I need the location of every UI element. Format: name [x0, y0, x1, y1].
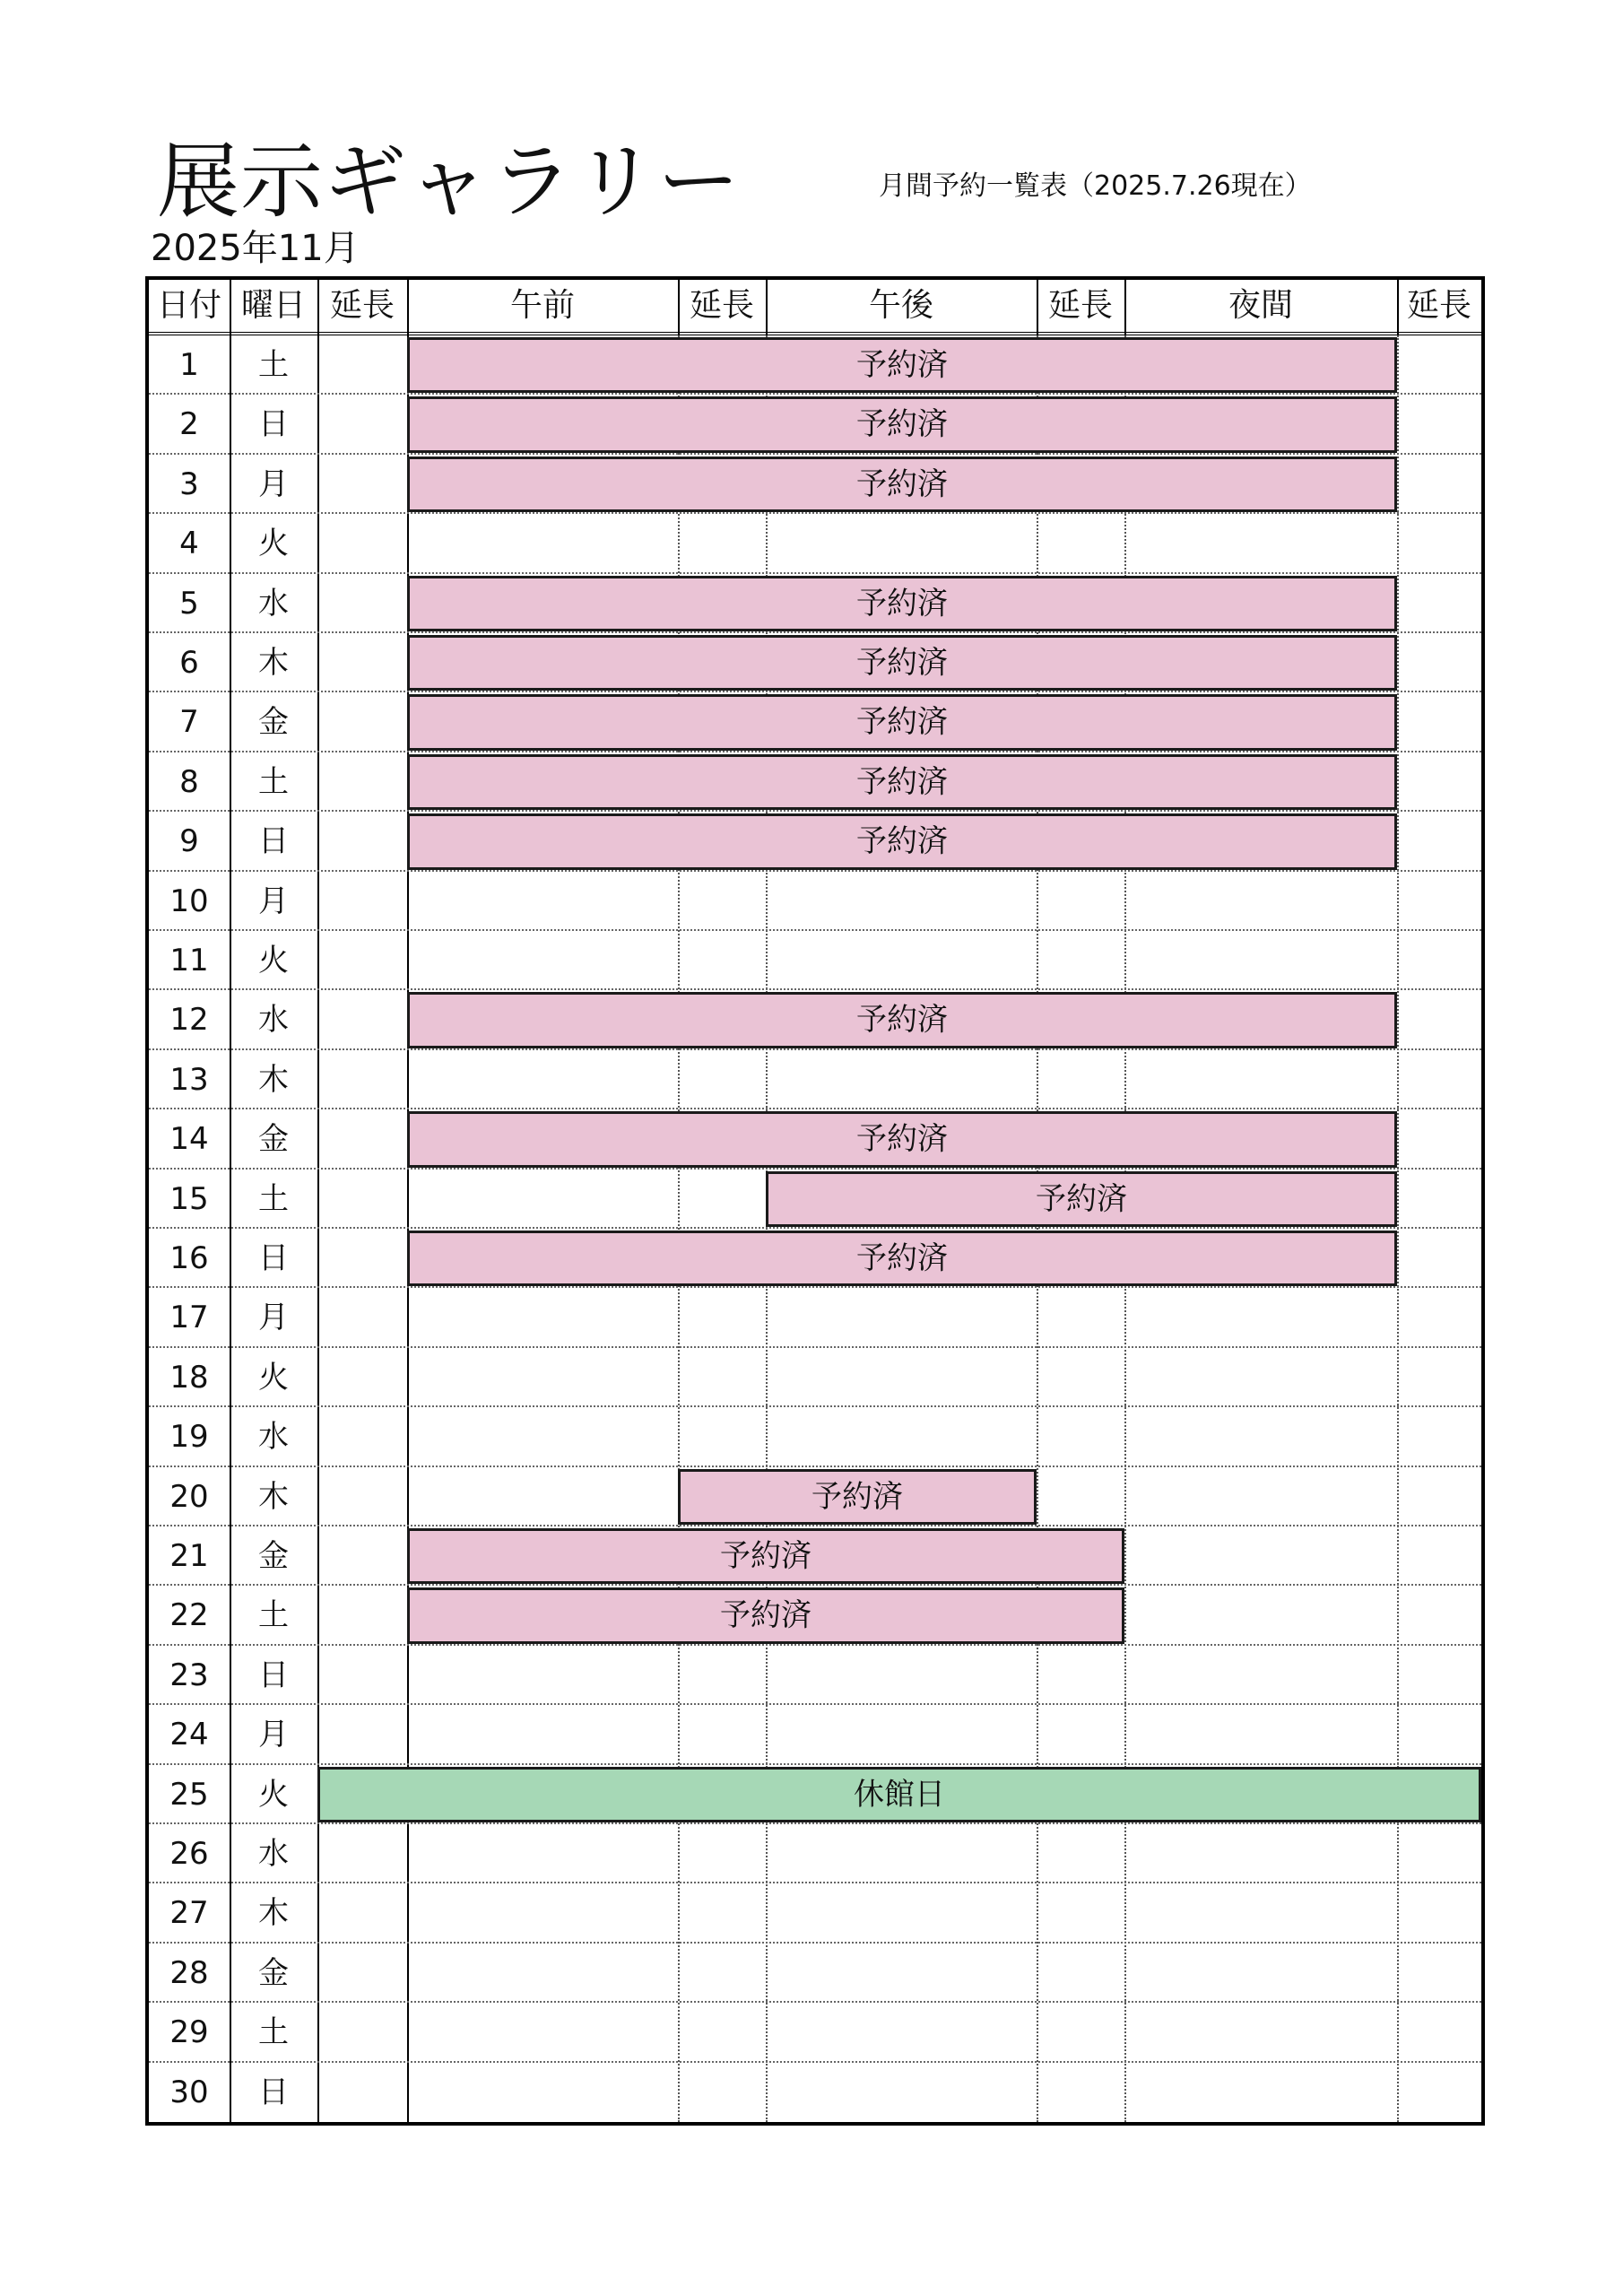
day-cell: 27: [169, 1895, 209, 1932]
day-cell: 22: [169, 1597, 209, 1634]
day-cell: 20: [169, 1478, 209, 1515]
reserved-bar: 予約済: [407, 576, 1397, 631]
table-row: [149, 1646, 1481, 1705]
reserved-bar: 予約済: [407, 396, 1397, 452]
header-divider: [1397, 280, 1399, 335]
table-row: [149, 1824, 1481, 1883]
header-morning: 午前: [509, 287, 575, 324]
header-afternoon: 午後: [868, 287, 933, 324]
day-cell: 21: [169, 1538, 209, 1574]
weekday-cell: 月: [258, 465, 289, 502]
day-cell: 23: [169, 1657, 209, 1693]
day-cell: 3: [179, 465, 199, 502]
reserved-bar: 予約済: [407, 1587, 1124, 1643]
reserved-bar: 予約済: [678, 1469, 1037, 1525]
weekday-cell: 金: [258, 1954, 289, 1991]
table-row: [149, 2003, 1481, 2062]
reserved-bar: 予約済: [407, 457, 1397, 512]
table-row: [149, 872, 1481, 931]
day-cell: 11: [169, 943, 209, 978]
day-cell: 8: [179, 763, 199, 800]
weekday-cell: 水: [258, 1002, 289, 1039]
weekday-cell: 木: [258, 1061, 289, 1098]
day-cell: 9: [179, 823, 199, 860]
header-night: 夜間: [1228, 287, 1293, 324]
table-header: [149, 280, 1481, 335]
day-cell: 29: [169, 2014, 209, 2051]
day-cell: 5: [179, 585, 199, 622]
table-row: [149, 574, 1481, 633]
weekday-cell: 月: [258, 1300, 289, 1336]
weekday-cell: 土: [258, 763, 289, 800]
reserved-bar: 予約済: [407, 694, 1397, 750]
table-row: [149, 335, 1481, 395]
table-row: [149, 1288, 1481, 1347]
reservation-table: [145, 276, 1485, 2126]
reserved-bar: 予約済: [407, 1528, 1124, 1584]
day-cell: 28: [169, 1954, 209, 1991]
weekday-cell: 日: [258, 406, 289, 443]
weekday-cell: 木: [258, 1895, 289, 1932]
day-cell: 25: [169, 1776, 209, 1813]
day-cell: 16: [169, 1240, 209, 1276]
weekday-cell: 日: [258, 1240, 289, 1276]
day-cell: 15: [169, 1180, 209, 1217]
reserved-bar: 予約済: [407, 754, 1397, 810]
header-weekday: 曜日: [240, 287, 306, 324]
header-divider: [407, 280, 409, 335]
table-row: [149, 633, 1481, 692]
header-divider: [317, 280, 319, 335]
day-cell: 14: [169, 1121, 209, 1158]
weekday-cell: 火: [258, 943, 289, 978]
table-row: [149, 1407, 1481, 1466]
table-row: [149, 692, 1481, 752]
reserved-bar: 予約済: [407, 1231, 1397, 1286]
table-row: [149, 1765, 1481, 1824]
weekday-cell: 金: [258, 1538, 289, 1574]
reserved-bar: 予約済: [766, 1171, 1397, 1227]
table-row: [149, 931, 1481, 990]
header-divider: [230, 280, 231, 335]
page-title: 展示ギャラリー: [157, 134, 742, 230]
table-row: [149, 1944, 1481, 2003]
table-row: [149, 1883, 1481, 1943]
day-cell: 12: [169, 1002, 209, 1039]
table-row: [149, 1050, 1481, 1109]
weekday-cell: 土: [258, 1597, 289, 1634]
weekday-cell: 月: [258, 1717, 289, 1753]
header-divider: [678, 280, 680, 335]
weekday-cell: 木: [258, 1478, 289, 1515]
table-row: [149, 752, 1481, 812]
table-row: [149, 395, 1481, 454]
day-cell: 24: [169, 1717, 209, 1753]
day-cell: 30: [169, 2074, 209, 2110]
table-row: [149, 1229, 1481, 1288]
weekday-cell: 木: [258, 645, 289, 681]
month-label: 2025年11月: [151, 228, 360, 269]
day-cell: 19: [169, 1419, 209, 1456]
day-cell: 1: [179, 347, 199, 383]
closed-day-bar: 休館日: [317, 1767, 1481, 1822]
table-row: [149, 990, 1481, 1049]
day-cell: 7: [179, 704, 199, 741]
day-cell: 6: [179, 645, 199, 681]
weekday-cell: 日: [258, 823, 289, 860]
weekday-cell: 土: [258, 2014, 289, 2051]
table-row: [149, 514, 1481, 573]
header-ext-4: 延長: [1406, 287, 1471, 324]
weekday-cell: 金: [258, 1121, 289, 1158]
table-row: [149, 1526, 1481, 1586]
weekday-cell: 土: [258, 347, 289, 383]
reserved-bar: 予約済: [407, 813, 1397, 869]
table-row: [149, 1109, 1481, 1169]
header-ext-2: 延長: [689, 287, 754, 324]
weekday-cell: 水: [258, 1419, 289, 1456]
table-row: [149, 455, 1481, 514]
header-divider: [766, 280, 768, 335]
header-date: 日付: [156, 287, 221, 324]
day-cell: 17: [169, 1300, 209, 1336]
weekday-cell: 火: [258, 526, 289, 562]
day-cell: 4: [179, 526, 199, 562]
weekday-cell: 土: [258, 1180, 289, 1217]
header-ext-1: 延長: [329, 287, 395, 324]
reserved-bar: 予約済: [407, 1111, 1397, 1167]
weekday-cell: 金: [258, 704, 289, 741]
reserved-bar: 予約済: [407, 635, 1397, 691]
header-ext-3: 延長: [1047, 287, 1113, 324]
day-cell: 2: [179, 406, 199, 443]
day-cell: 18: [169, 1359, 209, 1396]
day-cell: 13: [169, 1061, 209, 1098]
reserved-bar: 予約済: [407, 992, 1397, 1048]
reserved-bar: 予約済: [407, 337, 1397, 393]
weekday-cell: 日: [258, 2074, 289, 2110]
weekday-cell: 日: [258, 1657, 289, 1693]
day-cell: 10: [169, 883, 209, 919]
weekday-cell: 月: [258, 883, 289, 919]
weekday-cell: 水: [258, 1836, 289, 1872]
table-row: [149, 1467, 1481, 1526]
weekday-cell: 火: [258, 1776, 289, 1813]
table-row: [149, 2063, 1481, 2122]
table-row: [149, 812, 1481, 871]
weekday-cell: 水: [258, 585, 289, 622]
header-divider: [1124, 280, 1126, 335]
weekday-cell: 火: [258, 1359, 289, 1396]
table-row: [149, 1348, 1481, 1407]
table-row: [149, 1705, 1481, 1764]
day-cell: 26: [169, 1836, 209, 1872]
header-divider: [1037, 280, 1038, 335]
table-row: [149, 1586, 1481, 1645]
table-row: [149, 1170, 1481, 1229]
subtitle: 月間予約一覧表（2025.7.26現在）: [879, 170, 1312, 202]
